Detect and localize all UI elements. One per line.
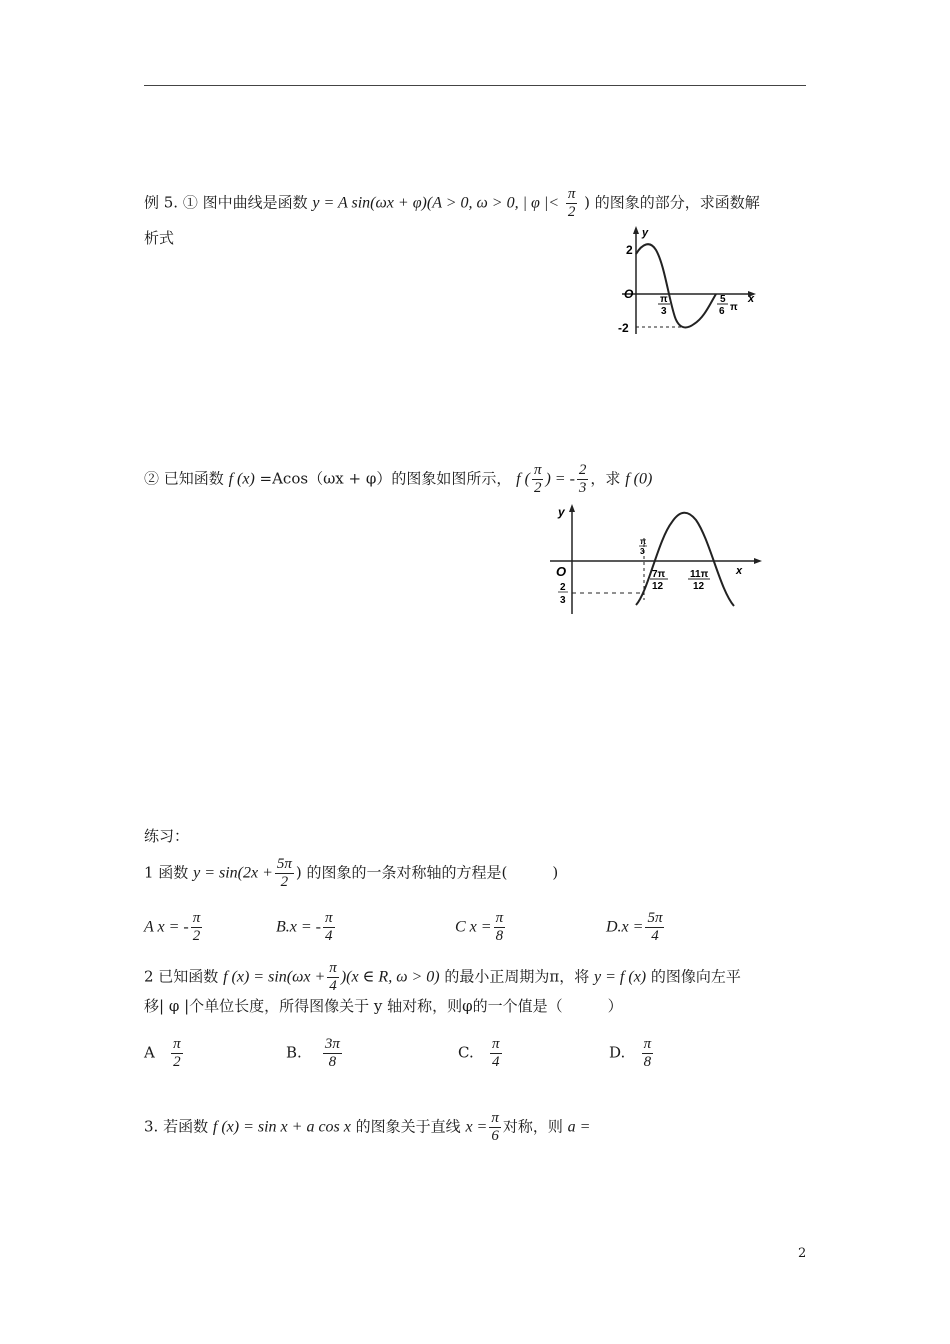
graph2-t1-d: 12 bbox=[652, 581, 664, 592]
graph1-t2-n: 5 bbox=[720, 294, 726, 305]
practice-q3-x: x = bbox=[465, 1118, 488, 1136]
graph2-y-arrow bbox=[569, 504, 575, 512]
graph1-t2-pi: π bbox=[730, 302, 738, 313]
practice-q3-head: 3. 若函数 bbox=[144, 1117, 209, 1136]
practice-q1 bbox=[144, 856, 558, 891]
graph2-curve bbox=[636, 513, 734, 606]
practice-q2-formula: f (x) = sin(ωx + bbox=[223, 968, 326, 986]
ex5-q1-frac: $\frac{\pi}{2}$ bbox=[567, 186, 576, 220]
graph2-t1-n: 7π bbox=[652, 569, 666, 580]
ex5-q2-head: ② 已知函数 bbox=[144, 469, 224, 488]
practice-q1-frac: $\frac{5\pi}{2}$ bbox=[276, 856, 292, 890]
graph2-t2-d: 12 bbox=[693, 581, 705, 592]
graph1-y-bot: -2 bbox=[618, 321, 629, 335]
practice-q3-a: a = bbox=[567, 1118, 591, 1136]
practice-q1-opt-a: A x = - $\frac{\pi}{2}$ bbox=[144, 910, 201, 944]
graph2-y-d: 3 bbox=[560, 595, 566, 606]
graph2-ttop-n: π bbox=[640, 537, 647, 546]
practice-q2-line2: 移| φ |个单位长度，所得图像关于 y 轴对称，则φ的一个值是（ ） bbox=[144, 997, 623, 1015]
practice-q1-head: 1 函数 bbox=[144, 863, 189, 882]
graph1-y-top: 2 bbox=[626, 243, 633, 257]
ex5-q2-frac: $\frac{\pi}{2}$ bbox=[533, 462, 542, 496]
practice-q2-line1 bbox=[144, 960, 741, 995]
practice-q2-opt-c: C. $\frac{\pi}{4}$ bbox=[458, 1036, 500, 1070]
practice-q1-formula: y = sin(2x + bbox=[193, 864, 273, 882]
practice-q3-frac: $\frac{\pi}{6}$ bbox=[491, 1110, 499, 1144]
graph2-y-label: y bbox=[558, 505, 565, 519]
graph1-origin: O bbox=[624, 287, 634, 301]
practice-q2-frac: $\frac{\pi}{4}$ bbox=[329, 960, 337, 994]
graph2-x-label: x bbox=[736, 565, 743, 577]
page-number: 2 bbox=[798, 1246, 807, 1261]
graph1-t1-n: π bbox=[660, 294, 668, 305]
practice-q3-tail: 对称，则 bbox=[502, 1117, 563, 1136]
practice-q2-formula3: y = f (x) bbox=[594, 968, 647, 986]
ex5-q2-f: f (x) bbox=[228, 470, 255, 488]
ex5-q2-val: $\frac{2}{3}$ bbox=[578, 462, 587, 496]
practice-q2-formula2: )(x ∈ R, ω > 0) bbox=[340, 968, 440, 986]
practice-q2-tail: 的最小正周期为π，将 bbox=[444, 967, 590, 986]
ex5-q1-head: 例 5. ① 图中曲线是函数 bbox=[144, 193, 308, 212]
practice-q2-opt-a: A $\frac{\pi}{2}$ bbox=[144, 1036, 181, 1070]
practice-q3-mid: 的图象关于直线 bbox=[355, 1117, 461, 1136]
ex5-q1-line1 bbox=[144, 186, 760, 221]
practice-q3-formula: f (x) = sin x + a cos x bbox=[212, 1118, 351, 1136]
ex5-q1-line2: 析式 bbox=[144, 229, 175, 247]
ex5-q1-tail: ) 的图象的部分，求函数解 bbox=[584, 193, 760, 212]
practice-q2-head: 2 已知函数 bbox=[144, 967, 219, 986]
ex5-q2-mid: =Acos（ωx + φ）的图象如图所示， bbox=[254, 469, 512, 488]
graph1-t1-d: 3 bbox=[661, 306, 667, 317]
graph-2 bbox=[540, 500, 770, 616]
graph1-curve bbox=[636, 244, 716, 327]
ex5-q2-eq: ) = - bbox=[545, 470, 575, 488]
graph1-y-arrow bbox=[633, 226, 639, 234]
graph2-x-arrow bbox=[754, 558, 762, 564]
practice-q2-opt-b: B. $\frac{3\pi}{8}$ bbox=[286, 1036, 340, 1070]
graph2-y-n: 2 bbox=[560, 582, 566, 593]
graph1-y-label: y bbox=[642, 227, 649, 239]
ex5-q2-f0: f (0) bbox=[625, 470, 653, 488]
practice-q3 bbox=[144, 1110, 590, 1145]
practice-q2-tail2: 的图像向左平 bbox=[650, 967, 741, 986]
practice-title: 练习： bbox=[144, 827, 190, 845]
practice-q1-opt-b: B.x = - $\frac{\pi}{4}$ bbox=[276, 910, 333, 944]
practice-q2-opt-d: D. $\frac{\pi}{8}$ bbox=[609, 1036, 652, 1070]
practice-q1-opt-d: D.x = $\frac{5\pi}{4}$ bbox=[606, 910, 663, 944]
graph2-ttop-d: 3 bbox=[640, 547, 645, 556]
ex5-q1-formula: y = A sin(ωx + φ)(A > 0, ω > 0, | φ |< bbox=[312, 194, 560, 212]
header-rule bbox=[144, 85, 806, 86]
graph-1 bbox=[612, 224, 762, 340]
ex5-q2-f2: f ( bbox=[516, 470, 530, 488]
graph2-origin: O bbox=[556, 564, 567, 579]
graph1-x-label: x bbox=[748, 293, 755, 305]
graph2-t2-n: 11π bbox=[690, 569, 709, 580]
practice-q1-opt-c: C x = $\frac{\pi}{8}$ bbox=[455, 910, 504, 944]
ex5-q2-line bbox=[144, 462, 652, 497]
graph1-t2-d: 6 bbox=[719, 306, 725, 317]
practice-q1-tail: ) 的图象的一条对称轴的方程是( ) bbox=[295, 863, 559, 882]
ex5-q2-tail: ，求 bbox=[590, 469, 621, 488]
